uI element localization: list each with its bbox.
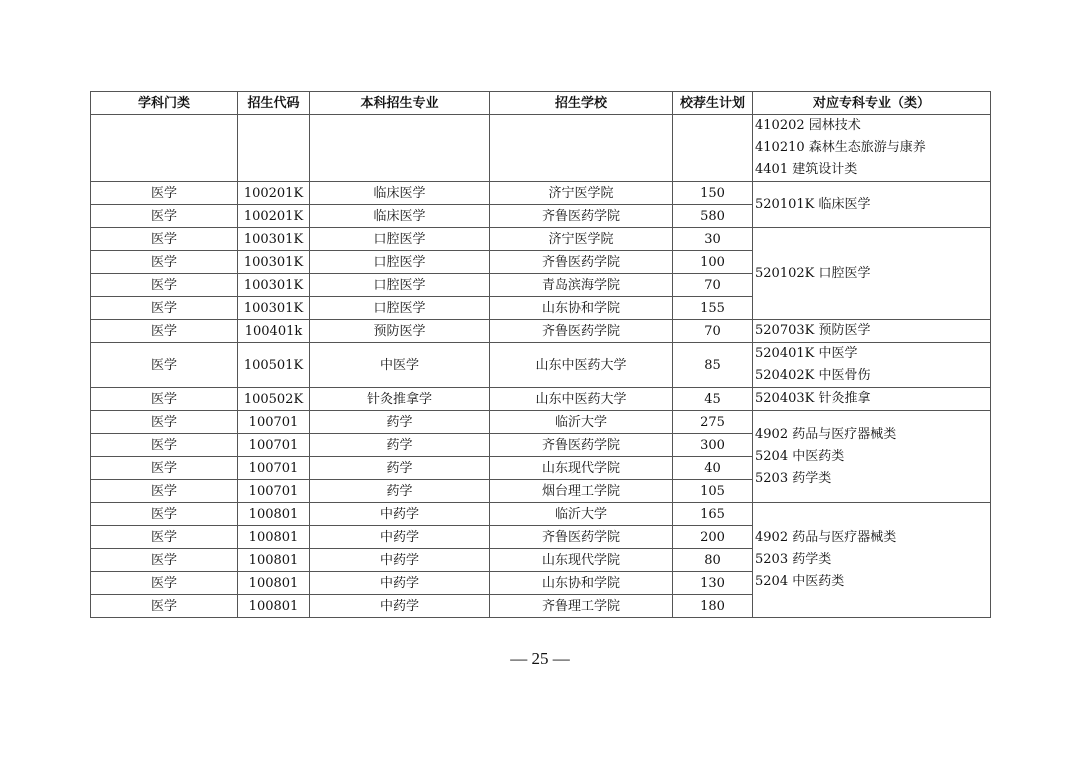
cell-plan: 150	[673, 182, 753, 205]
cell-code	[238, 115, 310, 182]
cell-major: 口腔医学	[310, 228, 490, 251]
cell-plan: 85	[673, 343, 753, 388]
cell-category	[91, 115, 238, 182]
cell-vocational-major	[753, 388, 991, 411]
page-number: — 25 —	[510, 649, 570, 668]
cell-school: 山东协和学院	[490, 572, 673, 595]
vocational-major-line: 4902 药品与医疗器械类	[755, 530, 897, 545]
cell-school: 齐鲁医药学院	[490, 320, 673, 343]
cell-plan: 40	[673, 457, 753, 480]
vocational-major-line: 5204 中医药类	[755, 448, 845, 464]
cell-school: 山东现代学院	[490, 457, 673, 480]
table-row	[91, 228, 991, 251]
cell-vocational-major	[753, 503, 991, 618]
cell-plan	[673, 115, 753, 182]
table-row	[91, 343, 991, 388]
cell-school: 齐鲁理工学院	[490, 595, 673, 618]
cell-major: 针灸推拿学	[310, 388, 490, 411]
cell-category: 医学	[91, 526, 238, 549]
cell-code: 100801	[238, 549, 310, 572]
cell-plan: 165	[673, 503, 753, 526]
cell-major: 中药学	[310, 572, 490, 595]
cell-major: 中药学	[310, 503, 490, 526]
cell-plan: 70	[673, 320, 753, 343]
vocational-major-line: 410210 森林生态旅游与康养	[755, 140, 926, 155]
cell-code: 100701	[238, 434, 310, 457]
header-code: 招生代码	[238, 92, 310, 115]
vocational-major-line: 5204 中医药类	[755, 574, 845, 589]
cell-major: 中药学	[310, 549, 490, 572]
cell-major: 中药学	[310, 526, 490, 549]
cell-code: 100201K	[238, 182, 310, 205]
cell-plan: 70	[673, 274, 753, 297]
cell-category: 医学	[91, 549, 238, 572]
cell-code: 100301K	[238, 228, 310, 251]
cell-code: 100301K	[238, 274, 310, 297]
cell-school: 山东协和学院	[490, 297, 673, 320]
vocational-major-line: 5203 药学类	[755, 552, 832, 567]
cell-school: 临沂大学	[490, 411, 673, 434]
cell-category: 医学	[91, 595, 238, 618]
cell-major: 预防医学	[310, 320, 490, 343]
cell-plan: 30	[673, 228, 753, 251]
cell-category: 医学	[91, 182, 238, 205]
cell-plan: 100	[673, 251, 753, 274]
vocational-major-line: 520102K 口腔医学	[755, 265, 871, 281]
cell-code: 100401k	[238, 320, 310, 343]
table-row	[91, 320, 991, 343]
cell-school: 烟台理工学院	[490, 480, 673, 503]
cell-code: 100502K	[238, 388, 310, 411]
cell-category: 医学	[91, 434, 238, 457]
cell-vocational-major	[753, 343, 991, 388]
cell-major: 口腔医学	[310, 274, 490, 297]
cell-major: 临床医学	[310, 205, 490, 228]
cell-plan: 130	[673, 572, 753, 595]
cell-plan: 155	[673, 297, 753, 320]
cell-category: 医学	[91, 274, 238, 297]
header-school: 招生学校	[490, 92, 673, 115]
cell-vocational-major	[753, 411, 991, 503]
cell-major: 中医学	[310, 343, 490, 388]
table-row	[91, 115, 991, 182]
table-row	[91, 388, 991, 411]
cell-school: 齐鲁医药学院	[490, 251, 673, 274]
cell-vocational-major	[753, 228, 991, 320]
cell-category: 医学	[91, 457, 238, 480]
cell-major: 临床医学	[310, 182, 490, 205]
cell-category: 医学	[91, 343, 238, 388]
cell-code: 100801	[238, 595, 310, 618]
cell-code: 100801	[238, 572, 310, 595]
cell-category: 医学	[91, 411, 238, 434]
cell-school: 济宁医学院	[490, 228, 673, 251]
table-row	[91, 503, 991, 526]
cell-category: 医学	[91, 297, 238, 320]
vocational-major-line: 520401K 中医学	[755, 346, 858, 361]
cell-school: 临沂大学	[490, 503, 673, 526]
cell-plan: 180	[673, 595, 753, 618]
cell-plan: 275	[673, 411, 753, 434]
cell-category: 医学	[91, 205, 238, 228]
cell-plan: 580	[673, 205, 753, 228]
cell-plan: 80	[673, 549, 753, 572]
cell-code: 100701	[238, 411, 310, 434]
cell-plan: 200	[673, 526, 753, 549]
header-category: 学科门类	[91, 92, 238, 115]
cell-vocational-major	[753, 182, 991, 228]
cell-school: 山东现代学院	[490, 549, 673, 572]
cell-category: 医学	[91, 480, 238, 503]
cell-school: 齐鲁医药学院	[490, 526, 673, 549]
cell-category: 医学	[91, 228, 238, 251]
cell-plan: 105	[673, 480, 753, 503]
cell-school: 济宁医学院	[490, 182, 673, 205]
cell-category: 医学	[91, 251, 238, 274]
cell-category: 医学	[91, 572, 238, 595]
cell-school: 齐鲁医药学院	[490, 205, 673, 228]
cell-major: 药学	[310, 457, 490, 480]
cell-school: 山东中医药大学	[490, 343, 673, 388]
cell-major	[310, 115, 490, 182]
cell-school	[490, 115, 673, 182]
cell-code: 100501K	[238, 343, 310, 388]
cell-vocational-major	[753, 115, 991, 182]
cell-school: 山东中医药大学	[490, 388, 673, 411]
cell-vocational-major	[753, 320, 991, 343]
cell-code: 100701	[238, 480, 310, 503]
cell-major: 药学	[310, 411, 490, 434]
header-vocational-major: 对应专科专业（类）	[753, 92, 991, 115]
cell-code: 100301K	[238, 251, 310, 274]
vocational-major-line: 4902 药品与医疗器械类	[755, 426, 897, 442]
cell-school: 齐鲁医药学院	[490, 434, 673, 457]
vocational-major-line: 5203 药学类	[755, 470, 832, 486]
cell-category: 医学	[91, 388, 238, 411]
table-row	[91, 182, 991, 205]
cell-major: 口腔医学	[310, 297, 490, 320]
cell-major: 口腔医学	[310, 251, 490, 274]
cell-category: 医学	[91, 503, 238, 526]
cell-major: 中药学	[310, 595, 490, 618]
cell-code: 100701	[238, 457, 310, 480]
cell-code: 100301K	[238, 297, 310, 320]
cell-code: 100801	[238, 503, 310, 526]
cell-category: 医学	[91, 320, 238, 343]
cell-plan: 300	[673, 434, 753, 457]
vocational-major-line: 520101K 临床医学	[755, 196, 871, 212]
vocational-major-line: 410202 园林技术	[755, 118, 861, 133]
vocational-major-line: 520402K 中医骨伤	[755, 368, 871, 383]
cell-code: 100201K	[238, 205, 310, 228]
vocational-major-line: 520703K 预防医学	[755, 323, 871, 338]
table-row	[91, 411, 991, 434]
cell-code: 100801	[238, 526, 310, 549]
header-major: 本科招生专业	[310, 92, 490, 115]
cell-plan: 45	[673, 388, 753, 411]
enrollment-table	[90, 91, 991, 618]
cell-major: 药学	[310, 434, 490, 457]
cell-school: 青岛滨海学院	[490, 274, 673, 297]
cell-major: 药学	[310, 480, 490, 503]
vocational-major-line: 520403K 针灸推拿	[755, 391, 871, 406]
vocational-major-line: 4401 建筑设计类	[755, 162, 858, 177]
header-plan: 校荐生计划	[673, 92, 753, 115]
table-header-row	[91, 92, 991, 115]
